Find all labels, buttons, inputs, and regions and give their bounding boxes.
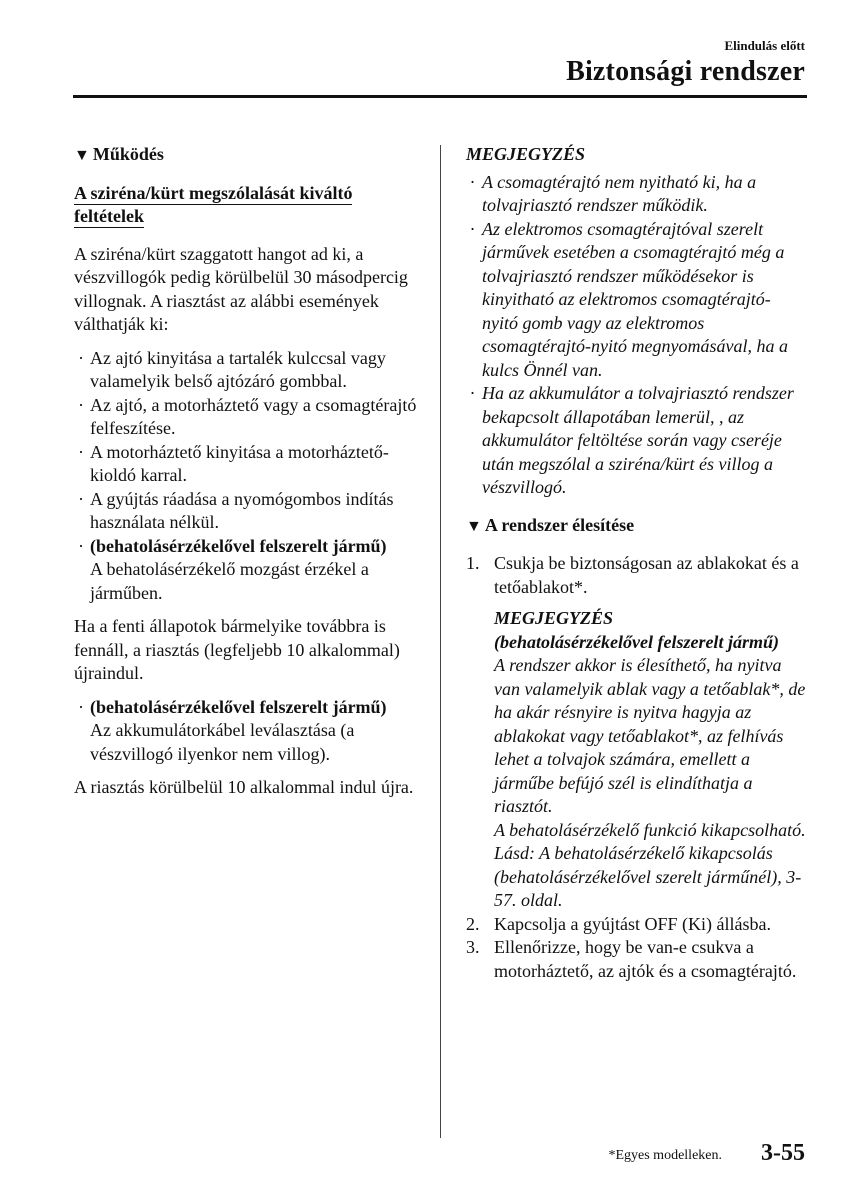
header-rule xyxy=(73,95,807,98)
list-item: · (behatolásérzékelővel felszerelt jármű) Az akkumulátorkábel leválasztása (a vészvillogó ilyenkor nem villog). xyxy=(78,696,387,764)
triangle-down-icon: ▼ xyxy=(466,517,482,535)
note-title: MEGJEGYZÉS xyxy=(466,144,586,164)
list-item: · A motorháztető kinyitása a motorháztető-kioldó karral. xyxy=(78,441,389,485)
step-item: 3. Ellenőrizze, hogy be van-e csukva a motorháztető, az ajtók és a csomagtérajtó. xyxy=(466,937,797,981)
battery-list xyxy=(74,696,419,767)
right-column xyxy=(466,143,806,983)
note-box xyxy=(466,143,806,500)
left-column xyxy=(74,143,419,810)
list-item: · Az ajtó kinyitása a tartalék kulccsal vagy valamelyik belső ajtózáró gombbal. xyxy=(78,347,386,391)
section-heading-mukodes: ▼ Működés xyxy=(74,144,164,164)
intro-paragraph: A sziréna/kürt szaggatott hangot ad ki, a vészvillogók pedig körülbelül 30 másodpercig villognak. A riasztást az alábbi események válthatják ki: xyxy=(74,243,408,334)
note-list xyxy=(466,171,806,500)
footnote: *Egyes modelleken. xyxy=(608,1148,722,1163)
column-divider xyxy=(440,145,441,1138)
list-item: · A gyújtás ráadása a nyomógombos indítás használata nélkül. xyxy=(78,488,394,532)
list-item: · Ha az akkumulátor a tolvajriasztó rendszer bekapcsolt állapotában lemerül, , az akkumulátor feltöltése során vagy cseréje után megszólal a sziréna/kürt és villog a vészvillogó. xyxy=(470,383,794,497)
page-number: 3-55 xyxy=(761,1140,805,1166)
trigger-list xyxy=(74,347,419,606)
restart-paragraph: A riasztás körülbelül 10 alkalommal indul újra. xyxy=(74,777,414,797)
repeat-paragraph: Ha a fenti állapotok bármelyike továbbra is fennáll, a riasztás (legfeljebb 10 alkalommal) újraindul. xyxy=(74,616,400,683)
section-label: Elindulás előtt xyxy=(724,38,805,53)
step-item: 1. Csukja be biztonságosan az ablakokat és a tetőablakot*. MEGJEGYZÉS (behatolásérzékelővel felszerelt jármű) A rendszer akkor is élesíthető, ha nyitva van valamelyik ablak vagy a tetőablak*, de ha akár résnyire is nyitva hagyja az ablakokat vagy tetőablakot*, az felhívás lehet a tolvajok számára, emellett a járműbe befújó szél is elindíthatja a riasztót. A behatolásérzékelő funkció kikapcsolható. Lásd: A behatolásérzékelő kikapcsolás (behatolásérzékelővel szerelt járműnél), 3-57. oldal. xyxy=(466,552,806,913)
inner-note: MEGJEGYZÉS (behatolásérzékelővel felszerelt jármű) A rendszer akkor is élesíthető, ha nyitva van valamelyik ablak vagy a tetőablak*, de ha akár résnyire is nyitva hagyja az ablakokat vagy tetőablakot*, az felhívás lehet a tolvajok számára, emellett a járműbe befújó szél is elindíthatja a riasztót. A behatolásérzékelő funkció kikapcsolható. Lásd: A behatolásérzékelő kikapcsolás (behatolásérzékelővel szerelt járműnél), 3-57. oldal. xyxy=(494,608,806,910)
triangle-down-icon: ▼ xyxy=(74,147,90,164)
list-item: · A csomagtérajtó nem nyitható ki, ha a tolvajriasztó rendszer működik. xyxy=(470,171,757,215)
list-item: · Az ajtó, a motorháztető vagy a csomagtérajtó felfeszítése. xyxy=(78,394,417,438)
section-heading-arming: ▼ A rendszer élesítése xyxy=(466,514,635,535)
arming-steps xyxy=(466,552,806,983)
step-item: 2. Kapcsolja a gyújtást OFF (Ki) állásba. xyxy=(466,913,771,934)
list-item: · Az elektromos csomagtérajtóval szerelt járművek esetében a csomagtérajtó még a tolvajriasztó rendszer működésekor is kinyitható az elektromos csomagtérajtó-nyitó gomb vagy az elektromos csomagtérajtó-nyitó megnyomásával, ha a kulcs Önnél van. xyxy=(470,218,788,380)
subheading: A sziréna/kürt megszólalását kiváltó feltételek xyxy=(74,182,353,226)
page-title: Biztonsági rendszer xyxy=(566,56,805,87)
list-item: · (behatolásérzékelővel felszerelt jármű) A behatolásérzékelő mozgást érzékel a járműben. xyxy=(78,535,387,603)
